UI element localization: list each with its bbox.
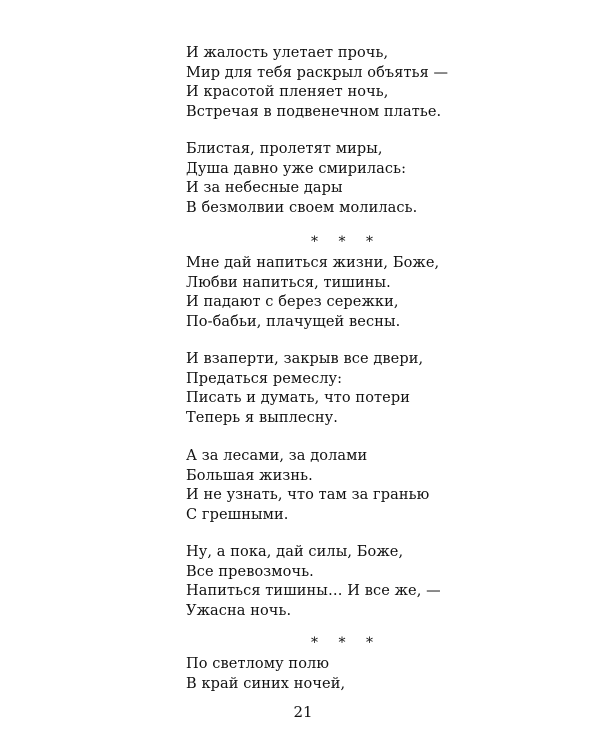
verse-line: Блистая, пролетят миры, bbox=[186, 141, 383, 157]
stanza bbox=[186, 543, 441, 621]
verse-line: С грешными. bbox=[186, 506, 289, 523]
section-separator: * * * bbox=[311, 635, 381, 651]
stanza bbox=[186, 655, 345, 694]
page-number: 21 bbox=[293, 703, 313, 721]
stanza bbox=[186, 254, 439, 332]
verse-line: Душа давно уже смирилась: bbox=[186, 160, 407, 177]
verse-line: И жалость улетает прочь, bbox=[186, 45, 389, 61]
stanza bbox=[186, 140, 417, 218]
verse-line: Мир для тебя раскрыл объятья — bbox=[186, 64, 449, 81]
stanza bbox=[186, 447, 429, 525]
verse-line: И за небесные дары bbox=[186, 180, 343, 196]
verse-line: Теперь я выплесну. bbox=[186, 409, 338, 426]
verse-line: Большая жизнь. bbox=[186, 467, 313, 484]
verse-line: В безмолвии своем молилась. bbox=[186, 199, 418, 216]
verse-line: А за лесами, за долами bbox=[186, 448, 368, 464]
verse-line: Любви напиться, тишины. bbox=[186, 274, 391, 291]
verse-line: Встречая в подвенечном платье. bbox=[186, 103, 442, 120]
verse-line: Напиться тишины… И все же, — bbox=[186, 583, 441, 599]
verse-line: Писать и думать, что потери bbox=[186, 390, 410, 406]
verse-line: По светлому полю bbox=[186, 656, 330, 672]
stanza bbox=[186, 44, 448, 122]
verse-line: И падают с берез сережки, bbox=[186, 294, 399, 310]
verse-line: Все превозмочь. bbox=[186, 563, 314, 580]
verse-line: И красотой пленяет ночь, bbox=[186, 84, 389, 100]
verse-line: В край синих ночей, bbox=[186, 675, 346, 692]
verse-line: Предаться ремеслу: bbox=[186, 370, 343, 387]
verse-line: И взаперти, закрыв все двери, bbox=[186, 351, 424, 367]
stanza bbox=[186, 350, 423, 428]
verse-line: Ужасна ночь. bbox=[186, 602, 292, 619]
verse-line: Ну, а пока, дай силы, Боже, bbox=[186, 544, 404, 560]
section-separator: * * * bbox=[311, 234, 381, 250]
verse-line: И не узнать, что там за гранью bbox=[186, 487, 430, 503]
verse-line: Мне дай напиться жизни, Боже, bbox=[186, 255, 440, 271]
verse-line: По-бабьи, плачущей весны. bbox=[186, 313, 401, 330]
